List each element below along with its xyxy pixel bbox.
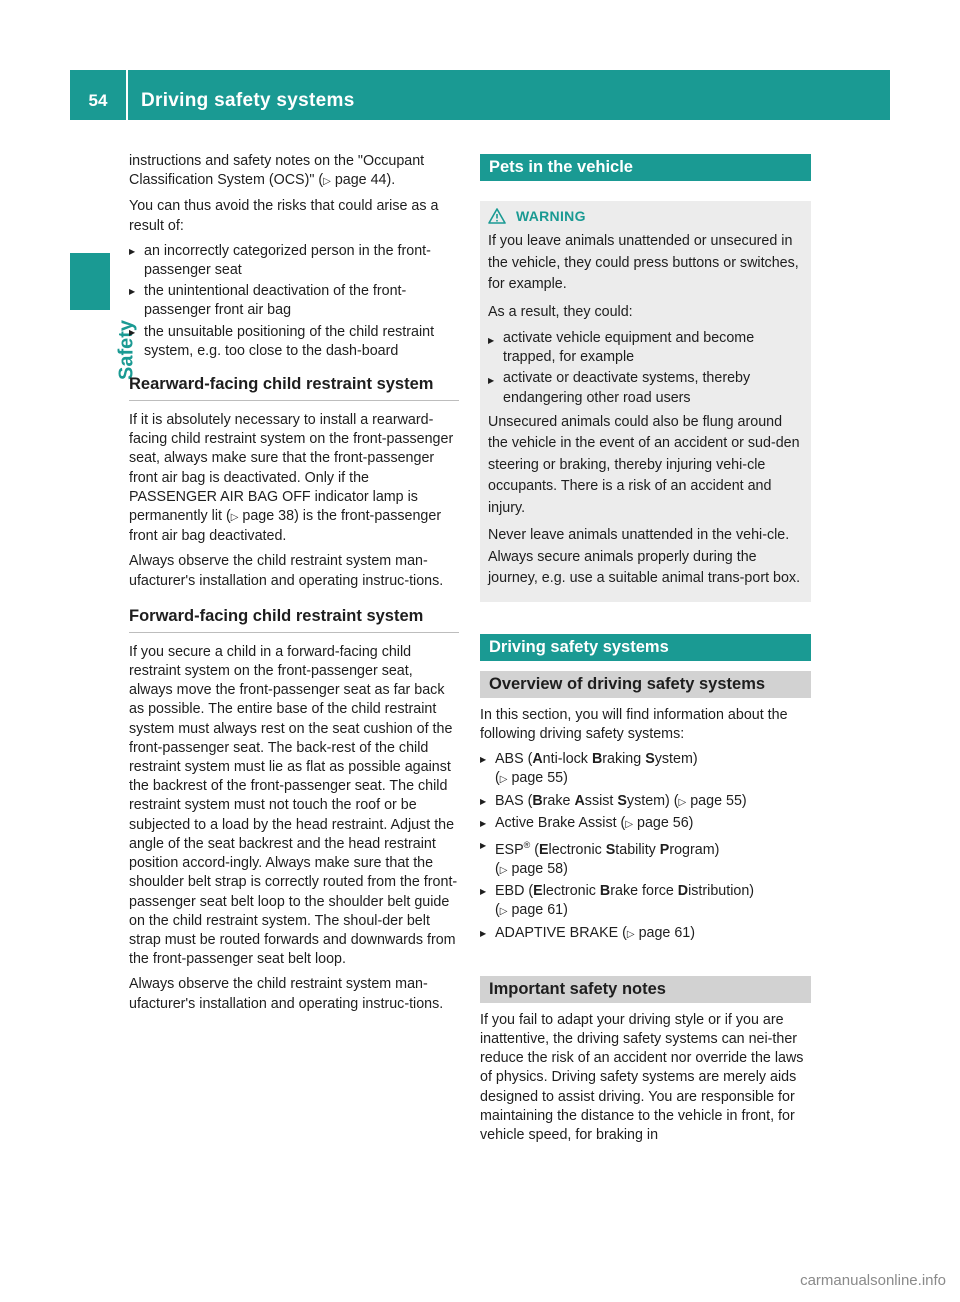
- page-ref-arrow-icon: ▷: [499, 865, 508, 876]
- page-ref-link[interactable]: page 61): [507, 902, 568, 919]
- forward-observe-paragraph: Always observe the child restraint system man-ufacturer's installation and operating instruc-tions.: [129, 976, 444, 1012]
- right-column: [480, 154, 811, 1151]
- page-number: 54: [88, 91, 108, 110]
- page-ref-link[interactable]: page 56): [633, 814, 694, 831]
- warning-paragraph: Never leave animals unattended in the vehi-cle. Always secure animals properly during the journey, e.g. use a suitable animal trans-port box.: [488, 527, 801, 587]
- list-item: ▶ BAS (Brake Assist System) (▷ page 55): [480, 792, 811, 812]
- left-column: [129, 152, 459, 1020]
- list-item: ▶ EBD (Electronic Brake force Distribution) (▷ page 61): [480, 882, 811, 921]
- list-item: ▶ ABS (Anti-lock Braking System) (▷ page 55): [480, 750, 811, 789]
- list-item: ▶ the unintentional deactivation of the front-passenger front air bag: [129, 282, 459, 320]
- rearward-heading: Rearward-facing child restraint system: [129, 375, 459, 401]
- pets-section-band: Pets in the vehicle: [480, 154, 811, 181]
- warning-paragraph: If you leave animals unattended or unsecured in the vehicle, they could press buttons or switches, for example.: [488, 233, 799, 292]
- risk-list: [129, 242, 459, 361]
- page-ref-arrow-icon: ▷: [678, 796, 687, 808]
- forward-paragraph: If you secure a child in a forward-facing child restraint system on the front-passenger seat, always move the front-passenger seat as far back as possible. The entire base of the child restraint system must always rest on the seat cushion of the front-passenger seat. The back-rest of the child restraint system must lie as flat as possible against the backrest of the front-passenger seat. The child restraint system must not touch the roof or be subjected to a load by the head restraint. Adjust the angle of the seat backrest and the head restraint position accord-ingly. Always make sure that the shoulder belt strap is correctly routed from the front-passenger seat belt loop to the shoulder belt guide on the child restraint system. The shoul-der belt strap must be routed forwards and downwards from the front-passenger seat belt loop.: [129, 643, 458, 968]
- rearward-paragraph: If it is absolutely necessary to install a rearward-facing child restraint system on the front-passenger seat, always make sure that the front-passenger front air bag is deactivated. Only if the PASSENGER AIR BAG OFF indicator lamp is permanently lit (▷ page 38) is the front-passenger front air bag deactivated.: [129, 412, 454, 545]
- page-ref-arrow-icon: ▷: [626, 928, 635, 940]
- page-ref-arrow-icon: ▷: [625, 818, 634, 830]
- section-tab-label: Safety: [115, 319, 138, 381]
- warning-box: [480, 201, 811, 602]
- intro-risks-paragraph: You can thus avoid the risks that could arise as a result of:: [129, 198, 439, 234]
- overview-paragraph: In this section, you will find information about the following driving safety systems:: [480, 706, 788, 743]
- rearward-observe-paragraph: Always observe the child restraint system man-ufacturer's installation and operating instruc-tions.: [129, 553, 444, 589]
- header-divider: [126, 70, 128, 120]
- page-ref-link[interactable]: page 38) is the front-passenger front air bag deactivated.: [129, 508, 442, 545]
- list-item: ▶ an incorrectly categorized person in the front-passenger seat: [129, 242, 459, 280]
- warning-paragraph: Unsecured animals could also be flung around the vehicle in the event of an accident or sud-den steering or braking, thereby injuring vehi-cle occupants. There is a risk of an accident and injury.: [488, 413, 800, 516]
- page-ref-arrow-icon: ▷: [323, 176, 331, 188]
- list-item: ▶ activate vehicle equipment and become trapped, for example: [488, 329, 802, 367]
- section-tab-marker: [70, 253, 110, 310]
- page-ref-arrow-icon: ▷: [499, 774, 508, 786]
- list-item: ▶ Active Brake Assist (▷ page 56): [480, 814, 811, 834]
- page-ref-link[interactable]: page 61): [634, 924, 696, 941]
- list-item: ▶ the unsuitable positioning of the child restraint system, e.g. too close to the dash-board: [129, 323, 459, 361]
- warning-label: WARNING: [516, 208, 586, 224]
- list-item: ▶ ADAPTIVE BRAKE (▷ page 61): [480, 924, 811, 944]
- page-ref-arrow-icon: ▷: [230, 512, 239, 524]
- warning-triangle-icon: [488, 208, 506, 224]
- page-ref-link[interactable]: page 58): [507, 861, 568, 877]
- list-item: ▶ ESP® (Electronic Stability Program) (▷ page 58): [480, 836, 811, 880]
- overview-heading: Overview of driving safety systems: [480, 671, 811, 698]
- warning-list: [488, 329, 802, 408]
- watermark: carmanualsonline.info: [800, 1272, 946, 1289]
- warning-header: [488, 205, 802, 227]
- page-title: Driving safety systems: [141, 90, 355, 111]
- list-item: ▶ activate or deactivate systems, thereby endangering other road users: [488, 369, 802, 407]
- driving-section-band: Driving safety systems: [480, 634, 811, 661]
- page-ref-arrow-icon: ▷: [499, 906, 508, 918]
- forward-heading: Forward-facing child restraint system: [129, 607, 459, 633]
- systems-list: [480, 750, 811, 944]
- warning-paragraph: As a result, they could:: [488, 303, 633, 320]
- important-paragraph: If you fail to adapt your driving style or if you are inattentive, the driving safety systems can nei-ther reduce the risk of an accident nor override the laws of physics. Driving safety systems are merely aids designed to assist driving. You are responsible for maintaining the distance to the vehicle in front, for vehicle speed, for braking in: [480, 1011, 804, 1144]
- important-notes-heading: Important safety notes: [480, 976, 811, 1003]
- intro-paragraph: instructions and safety notes on the "Occupant Classification System (OCS)" (▷ page 44).: [129, 153, 425, 189]
- page-ref-link[interactable]: page 44).: [330, 172, 396, 189]
- page-ref-link[interactable]: page 55): [686, 792, 747, 809]
- page-ref-link[interactable]: page 55): [507, 770, 568, 787]
